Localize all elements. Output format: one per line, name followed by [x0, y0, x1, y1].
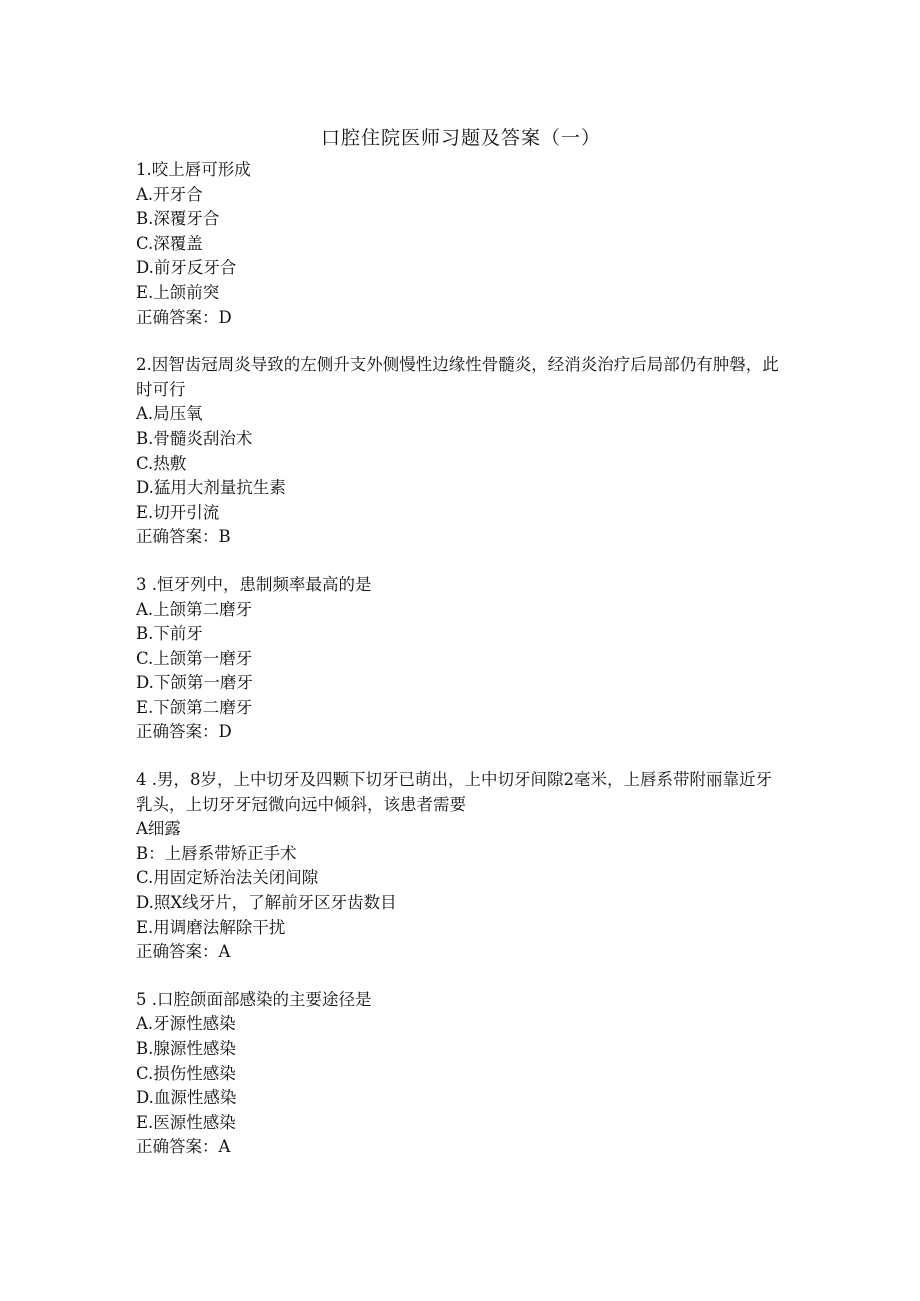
question-2: [136, 353, 786, 550]
option-e: E.上颌前突: [136, 282, 220, 302]
option-e: E.用调磨法解除干扰: [136, 917, 286, 937]
answer-prefix: 正确答案：: [136, 1137, 219, 1157]
answer-value: B: [218, 527, 231, 547]
option-d: D.前牙反牙合: [136, 258, 237, 278]
option-a: A.上颌第二磨牙: [136, 599, 253, 619]
answer-prefix: 正确答案：: [136, 527, 219, 547]
option-b: B.深覆牙合: [136, 209, 220, 229]
option-e: E.下颌第二磨牙: [136, 697, 253, 717]
option-d: D.下颌第一磨牙: [136, 673, 253, 693]
option-d: D.照X线牙片，了解前牙区牙齿数目: [136, 893, 397, 913]
option-a: A.局压氧: [136, 404, 203, 424]
option-d: D.血源性感染: [136, 1088, 237, 1108]
correct-answer: [136, 940, 786, 965]
answer-prefix: 正确答案：: [136, 942, 219, 962]
option-e: E.医源性感染: [136, 1112, 236, 1132]
option-c: C.热敷: [136, 453, 187, 473]
option-c: C.用固定矫治法关闭间隙: [136, 868, 319, 888]
answer-value: D: [218, 307, 232, 327]
answer-prefix: 正确答案：: [136, 722, 219, 742]
correct-answer: [136, 720, 786, 745]
correct-answer: [136, 525, 786, 550]
option-a: A细露: [136, 819, 181, 839]
answer-value: A: [218, 942, 231, 962]
document-page: [136, 124, 786, 1183]
option-a: A.牙源性感染: [136, 1014, 236, 1034]
answer-value: D: [218, 722, 232, 742]
answer-prefix: 正确答案：: [136, 307, 219, 327]
question-3: [136, 573, 786, 745]
option-b: B.腺源性感染: [136, 1039, 236, 1058]
option-a: A.开牙合: [136, 184, 203, 204]
option-b: B.骨髓炎刮治术: [136, 428, 253, 448]
question-5: [136, 988, 786, 1160]
correct-answer: [136, 306, 786, 331]
option-c: C.深覆盖: [136, 233, 203, 253]
question-1: [136, 158, 786, 330]
question-4: [136, 768, 786, 965]
question-stem: 5 .口腔颌面部感染的主要途径是: [136, 989, 372, 1009]
correct-answer: [136, 1135, 786, 1160]
option-d: D.猛用大剂量抗生素: [136, 478, 286, 498]
question-stem: 4 .男，8岁，上中切牙及四颗下切牙已萌出，上中切牙间隙2毫米，上唇系带附丽靠近牙乳头，上切牙牙冠微向远中倾斜，该患者需要: [136, 770, 772, 814]
option-b: B.下前牙: [136, 624, 203, 644]
option-e: E.切开引流: [136, 502, 220, 522]
option-c: C.上颌第一磨牙: [136, 648, 253, 668]
question-stem: 2.因智齿冠周炎导致的左侧升支外侧慢性边缘性骨髓炎，经消炎治疗后局部仍有肿磐，此时可行: [136, 355, 779, 399]
answer-value: A: [218, 1137, 231, 1157]
option-c: C.损伤性感染: [136, 1063, 236, 1083]
question-stem: 3 .恒牙列中，患制频率最高的是: [136, 574, 372, 594]
document-title: 口腔住院医师习题及答案（一）: [320, 127, 601, 149]
question-stem: 1.咬上唇可形成: [136, 160, 251, 179]
option-b: B：上唇系带矫正手术: [136, 843, 297, 863]
